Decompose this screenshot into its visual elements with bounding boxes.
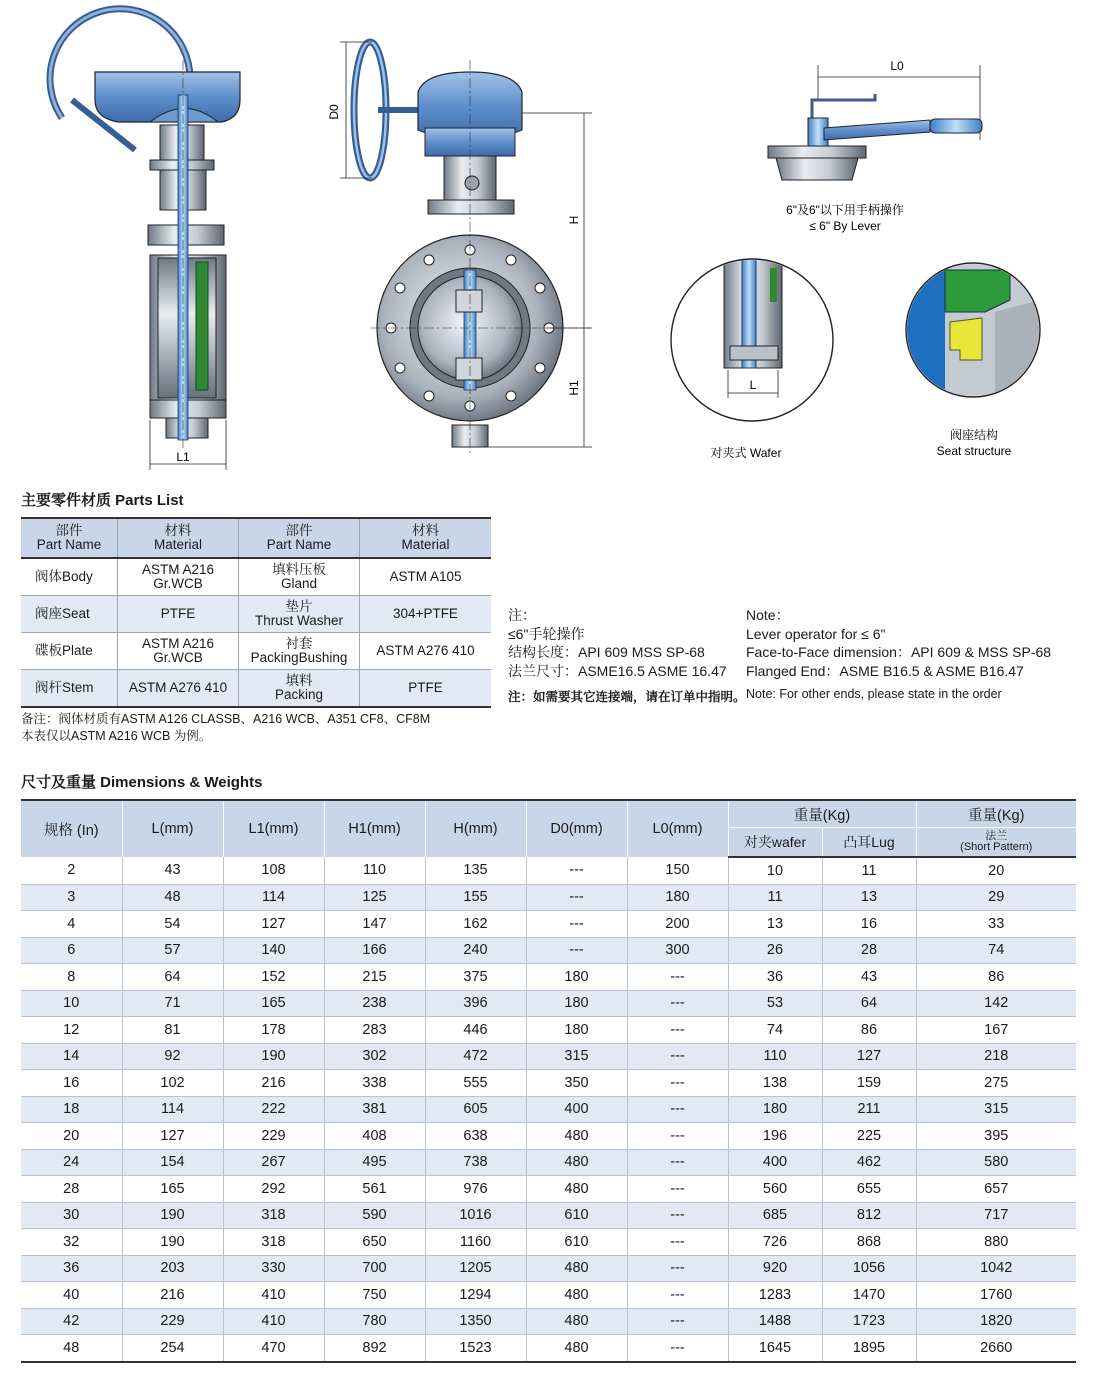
dims-cell: 462 (822, 1149, 916, 1176)
dims-row (21, 1096, 1076, 1123)
dims-row (21, 857, 1076, 884)
dims-cell: 53 (728, 990, 822, 1017)
dims-cell: 6 (21, 937, 122, 964)
dims-cell: 375 (425, 964, 526, 991)
seat-caption-en: Seat structure (936, 444, 1012, 458)
dims-cell: 920 (728, 1255, 822, 1282)
flange-header: 法兰 (Short Pattern) (916, 828, 1076, 858)
dims-cell: 86 (822, 1017, 916, 1044)
parts-row: 阀座Seat PTFE 垫片 Thrust Washer 304+PTFE (21, 596, 491, 633)
l-label: L (749, 378, 757, 392)
dims-cell: 395 (916, 1123, 1076, 1150)
dims-header-cell: H(mm) (425, 800, 526, 857)
dims-cell: 54 (122, 911, 223, 938)
dims-cell: 480 (526, 1149, 627, 1176)
dims-header-cell: H1(mm) (324, 800, 425, 857)
dims-cell: 26 (728, 937, 822, 964)
dims-cell: 470 (223, 1335, 324, 1362)
dims-cell: 18 (21, 1096, 122, 1123)
dims-cell: --- (627, 1017, 728, 1044)
h-label: H (567, 215, 581, 225)
dims-cell: 700 (324, 1255, 425, 1282)
dims-cell: 561 (324, 1176, 425, 1203)
dims-cell: 180 (627, 884, 728, 911)
dims-cell: 1895 (822, 1335, 916, 1362)
dims-cell: 42 (21, 1308, 122, 1335)
dims-cell: 16 (21, 1070, 122, 1097)
dims-cell: 812 (822, 1202, 916, 1229)
dims-cell: 240 (425, 937, 526, 964)
dims-cell: 196 (728, 1123, 822, 1150)
dims-cell: 12 (21, 1017, 122, 1044)
dims-cell: 350 (526, 1070, 627, 1097)
dims-row (21, 1017, 1076, 1044)
parts-header-cell: 材料 Material (118, 518, 239, 558)
dims-row (21, 964, 1076, 991)
dims-cell: 302 (324, 1043, 425, 1070)
h1-label: H1 (567, 380, 581, 396)
dims-cell: 71 (122, 990, 223, 1017)
dims-cell: 222 (223, 1096, 324, 1123)
lever-caption-cn: 6"及6"以下用手柄操作 (786, 203, 904, 217)
dims-cell: 215 (324, 964, 425, 991)
dims-cell: 43 (122, 857, 223, 884)
l1-label: L1 (176, 450, 190, 464)
weight-group-header: 重量(Kg) (728, 800, 916, 828)
dims-header-cell: D0(mm) (526, 800, 627, 857)
dims-cell: 218 (916, 1043, 1076, 1070)
dims-cell: 57 (122, 937, 223, 964)
dims-cell: 650 (324, 1229, 425, 1256)
dims-cell: 300 (627, 937, 728, 964)
notes-en: Note： Lever operator for ≤ 6" Face-to-Face dimension：API 609 & MSS SP-68 Flanged End：ASME B16.5 & ASME B16.47 (746, 607, 1052, 679)
dims-cell: 180 (526, 1017, 627, 1044)
dims-header-cell: L1(mm) (223, 800, 324, 857)
dims-cell: 338 (324, 1070, 425, 1097)
dims-cell: 74 (916, 937, 1076, 964)
parts-row: 阀杆Stem ASTM A276 410 填料 Packing PTFE (21, 670, 491, 708)
dims-cell: 166 (324, 937, 425, 964)
parts-header-cell: 部件 Part Name (239, 518, 360, 558)
dims-cell: 446 (425, 1017, 526, 1044)
dims-cell: 610 (526, 1229, 627, 1256)
dims-cell: 685 (728, 1202, 822, 1229)
dims-cell: 330 (223, 1255, 324, 1282)
dims-cell: 152 (223, 964, 324, 991)
dims-cell: 24 (21, 1149, 122, 1176)
dims-cell: 560 (728, 1176, 822, 1203)
dims-cell: 267 (223, 1149, 324, 1176)
flange-weight-group-header: 重量(Kg) (916, 800, 1076, 828)
dims-cell: 29 (916, 884, 1076, 911)
dims-cell: 11 (822, 857, 916, 884)
dims-cell: 590 (324, 1202, 425, 1229)
dims-cell: 64 (822, 990, 916, 1017)
dims-cell: 400 (526, 1096, 627, 1123)
dims-cell: 180 (526, 964, 627, 991)
dims-cell: 381 (324, 1096, 425, 1123)
d0-label: D0 (327, 104, 341, 120)
dims-cell: 8 (21, 964, 122, 991)
dims-cell: 11 (728, 884, 822, 911)
dims-cell: 315 (916, 1096, 1076, 1123)
dims-cell: 138 (728, 1070, 822, 1097)
dims-cell: 30 (21, 1202, 122, 1229)
dims-cell: --- (627, 1176, 728, 1203)
dims-cell: 892 (324, 1335, 425, 1362)
dims-cell: 318 (223, 1202, 324, 1229)
dims-cell: 178 (223, 1017, 324, 1044)
dims-cell: 154 (122, 1149, 223, 1176)
dims-cell: 283 (324, 1017, 425, 1044)
dims-row (21, 1335, 1076, 1362)
dims-row (21, 937, 1076, 964)
dims-cell: 655 (822, 1176, 916, 1203)
dimensions-table (21, 799, 1076, 1363)
dims-cell: 2660 (916, 1335, 1076, 1362)
dims-cell: 216 (223, 1070, 324, 1097)
dims-row (21, 1176, 1076, 1203)
dims-cell: 3 (21, 884, 122, 911)
dims-row (21, 1229, 1076, 1256)
dims-row (21, 990, 1076, 1017)
dims-cell: 211 (822, 1096, 916, 1123)
dims-cell: --- (627, 1335, 728, 1362)
dims-cell: 216 (122, 1282, 223, 1309)
dims-cell: 28 (822, 937, 916, 964)
dims-row (21, 911, 1076, 938)
dims-cell: 114 (223, 884, 324, 911)
dims-cell: --- (627, 1149, 728, 1176)
dims-cell: 1160 (425, 1229, 526, 1256)
dims-cell: 555 (425, 1070, 526, 1097)
dims-cell: 135 (425, 857, 526, 884)
dims-cell: 92 (122, 1043, 223, 1070)
dims-header-row (21, 800, 1076, 828)
dims-cell: 33 (916, 911, 1076, 938)
dims-cell: 238 (324, 990, 425, 1017)
dims-cell: 200 (627, 911, 728, 938)
dims-cell: --- (526, 884, 627, 911)
dims-cell: 32 (21, 1229, 122, 1256)
dims-cell: 229 (223, 1123, 324, 1150)
dims-cell: 580 (916, 1149, 1076, 1176)
material-remark-2: 本表仅以ASTM A216 WCB 为例。 (21, 729, 212, 743)
dims-cell: 190 (122, 1202, 223, 1229)
dims-cell: 74 (728, 1017, 822, 1044)
dims-cell: 155 (425, 884, 526, 911)
dims-cell: 102 (122, 1070, 223, 1097)
dims-cell: 318 (223, 1229, 324, 1256)
dims-cell: 64 (122, 964, 223, 991)
dims-cell: 480 (526, 1255, 627, 1282)
dims-cell: 110 (324, 857, 425, 884)
dims-cell: 780 (324, 1308, 425, 1335)
dims-cell: --- (627, 1229, 728, 1256)
dims-cell: 495 (324, 1149, 425, 1176)
wafer-detail-drawing (671, 258, 833, 460)
dims-cell: 1205 (425, 1255, 526, 1282)
side-section-drawing (50, 9, 240, 470)
dims-cell: --- (627, 1282, 728, 1309)
dims-cell: 20 (916, 857, 1076, 884)
dims-cell: 480 (526, 1282, 627, 1309)
dims-cell: 167 (916, 1017, 1076, 1044)
dims-cell: 880 (916, 1229, 1076, 1256)
dims-cell: 127 (223, 911, 324, 938)
dims-cell: 4 (21, 911, 122, 938)
dims-cell: 114 (122, 1096, 223, 1123)
dims-cell: --- (627, 1123, 728, 1150)
dims-cell: 203 (122, 1255, 223, 1282)
dims-cell: 36 (728, 964, 822, 991)
dims-cell: 2 (21, 857, 122, 884)
dims-cell: --- (526, 857, 627, 884)
dims-cell: 110 (728, 1043, 822, 1070)
dims-cell: --- (526, 937, 627, 964)
parts-header-cell: 材料 Material (360, 518, 492, 558)
parts-table (21, 517, 491, 708)
dims-cell: 1056 (822, 1255, 916, 1282)
dims-cell: 726 (728, 1229, 822, 1256)
dims-cell: 20 (21, 1123, 122, 1150)
dims-cell: --- (627, 1070, 728, 1097)
dims-cell: 13 (728, 911, 822, 938)
dims-row (21, 1255, 1076, 1282)
dims-cell: 165 (223, 990, 324, 1017)
dims-cell: 40 (21, 1282, 122, 1309)
dims-row (21, 1043, 1076, 1070)
dims-cell: 1470 (822, 1282, 916, 1309)
dims-cell: --- (627, 990, 728, 1017)
parts-row: 碟板Plate ASTM A216 Gr.WCB 衬套 PackingBushing ASTM A276 410 (21, 633, 491, 670)
seat-caption-cn: 阀座结构 (949, 428, 999, 442)
l0-label: L0 (890, 59, 904, 73)
dims-cell: 180 (526, 990, 627, 1017)
dims-cell: 108 (223, 857, 324, 884)
dims-cell: 480 (526, 1123, 627, 1150)
parts-row: 阀体Body ASTM A216 Gr.WCB 填料压板 Gland ASTM A105 (21, 558, 491, 596)
dims-cell: 14 (21, 1043, 122, 1070)
dims-cell: 13 (822, 884, 916, 911)
parts-header-row (21, 518, 491, 558)
valve-drawings (0, 0, 1100, 480)
dims-cell: 1042 (916, 1255, 1076, 1282)
dims-cell: 400 (728, 1149, 822, 1176)
footer-note-en: Note: For other ends, please state in the order (746, 687, 1002, 701)
dims-cell: 48 (122, 884, 223, 911)
dims-cell: 1723 (822, 1308, 916, 1335)
notes-cn: 注： ≤6"手轮操作 结构长度：API 609 MSS SP-68 法兰尺寸：ASME16.5 ASME 16.47 (508, 607, 727, 679)
dims-cell: 165 (122, 1176, 223, 1203)
dims-cell: 254 (122, 1335, 223, 1362)
dims-cell: 48 (21, 1335, 122, 1362)
dims-cell: --- (526, 911, 627, 938)
dims-cell: 717 (916, 1202, 1076, 1229)
dims-cell: 1820 (916, 1308, 1076, 1335)
dims-cell: 868 (822, 1229, 916, 1256)
dims-header-cell: 规格 (In) (21, 800, 122, 857)
dims-cell: 142 (916, 990, 1076, 1017)
dimensions-title: 尺寸及重量 Dimensions & Weights (21, 774, 263, 791)
dims-cell: 1760 (916, 1282, 1076, 1309)
dims-cell: 150 (627, 857, 728, 884)
dims-cell: 738 (425, 1149, 526, 1176)
dims-cell: 480 (526, 1176, 627, 1203)
dims-cell: 1488 (728, 1308, 822, 1335)
dims-cell: 229 (122, 1308, 223, 1335)
dims-cell: 162 (425, 911, 526, 938)
dims-cell: 225 (822, 1123, 916, 1150)
dims-cell: 610 (526, 1202, 627, 1229)
dims-cell: 408 (324, 1123, 425, 1150)
dims-cell: 976 (425, 1176, 526, 1203)
dims-cell: 86 (916, 964, 1076, 991)
seat-detail-drawing (905, 260, 1045, 458)
dims-cell: 180 (728, 1096, 822, 1123)
dims-cell: 1523 (425, 1335, 526, 1362)
dims-cell: 480 (526, 1308, 627, 1335)
lever-drawing (768, 59, 982, 233)
dims-cell: 190 (223, 1043, 324, 1070)
dims-cell: 396 (425, 990, 526, 1017)
lever-caption-en: ≤ 6" By Lever (809, 219, 881, 233)
wafer-caption: 对夹式 Wafer (710, 446, 782, 460)
dims-cell: 28 (21, 1176, 122, 1203)
dims-cell: 16 (822, 911, 916, 938)
dims-cell: 125 (324, 884, 425, 911)
dims-cell: --- (627, 1202, 728, 1229)
dims-cell: 657 (916, 1176, 1076, 1203)
dims-cell: 410 (223, 1282, 324, 1309)
dims-cell: 315 (526, 1043, 627, 1070)
dims-cell: 10 (728, 857, 822, 884)
dims-cell: 1294 (425, 1282, 526, 1309)
dims-cell: 159 (822, 1070, 916, 1097)
dims-cell: --- (627, 1255, 728, 1282)
dims-cell: 292 (223, 1176, 324, 1203)
dims-row (21, 1149, 1076, 1176)
dims-cell: 127 (122, 1123, 223, 1150)
dims-cell: 480 (526, 1335, 627, 1362)
dims-cell: 1016 (425, 1202, 526, 1229)
dims-header-cell: L0(mm) (627, 800, 728, 857)
dims-cell: --- (627, 1308, 728, 1335)
dims-cell: 750 (324, 1282, 425, 1309)
material-remark-1: 备注：阀体材质有ASTM A126 CLASSB、A216 WCB、A351 CF8、CF8M (21, 712, 431, 726)
dims-cell: 140 (223, 937, 324, 964)
dims-cell: 1283 (728, 1282, 822, 1309)
dims-cell: --- (627, 1043, 728, 1070)
dims-row (21, 1070, 1076, 1097)
dims-header-cell: L(mm) (122, 800, 223, 857)
dims-row (21, 1282, 1076, 1309)
dims-cell: 605 (425, 1096, 526, 1123)
dims-cell: --- (627, 1096, 728, 1123)
dims-cell: 472 (425, 1043, 526, 1070)
dims-cell: 36 (21, 1255, 122, 1282)
dims-row (21, 1123, 1076, 1150)
dims-cell: 127 (822, 1043, 916, 1070)
wafer-header: 对夹wafer (728, 828, 822, 858)
parts-header-cell: 部件 Part Name (21, 518, 118, 558)
dims-cell: 147 (324, 911, 425, 938)
dims-cell: 1645 (728, 1335, 822, 1362)
dims-cell: 43 (822, 964, 916, 991)
dims-row (21, 1308, 1076, 1335)
lug-header: 凸耳Lug (822, 828, 916, 858)
front-view-drawing (327, 42, 592, 455)
dims-cell: 410 (223, 1308, 324, 1335)
dims-cell: 81 (122, 1017, 223, 1044)
dims-row (21, 1202, 1076, 1229)
dims-cell: 190 (122, 1229, 223, 1256)
dims-row (21, 884, 1076, 911)
dims-cell: --- (627, 964, 728, 991)
dims-cell: 10 (21, 990, 122, 1017)
dims-cell: 275 (916, 1070, 1076, 1097)
footer-note-cn: 注：如需要其它连接端，请在订单中指明。 (508, 690, 746, 704)
dims-cell: 1350 (425, 1308, 526, 1335)
parts-list-title: 主要零件材质 Parts List (21, 492, 184, 509)
dims-cell: 638 (425, 1123, 526, 1150)
